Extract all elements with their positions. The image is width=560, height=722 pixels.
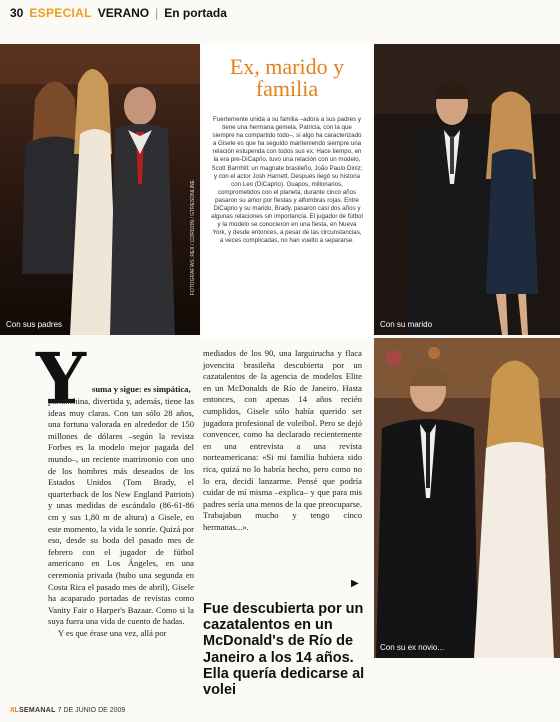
page-footer <box>10 707 125 714</box>
article-paragraph: Y es que érase una vez, allá por <box>58 627 167 638</box>
parents-caption: Con sus padres <box>6 320 63 329</box>
section-label: En portada <box>164 6 227 20</box>
lead-line <box>92 384 192 396</box>
article-column-2 <box>203 348 362 534</box>
husband-photo <box>374 44 560 335</box>
sidebar-text: Fuertemente unida a su familia –adora a sus padres y tiene una hermana gemela, Patricia, con la que siempre ha compartido todo–, si algo ha caracterizado a Gisele es que ha seguido manteniendo siempre una relación estupenda con todos sus ex. Hace tiempo, en la era pre-DiCaprio, tuvo una relación con un modelo, Scott Barnhill; un magnate brasileño, João Paulo Diniz; y con el actor Josh Harnett. Después llegó su historia con Leo (DiCaprio). Guapos, millonarios, comprometidos con el planeta, durante cinco años pasaron su amor por fiestas y alfombras rojas. Entre DiCaprio y su marido, Brady, pasaron casi dos años y algunas relaciones sin importancia. El jugador de fútbol y la modelo se conocieron en una fiesta, en Nueva York, y desde entonces, a pesar de las circunstancias, a veces complicadas, no han vuelto a separarse. <box>211 116 363 245</box>
footer-brand-xl: XL <box>10 707 19 714</box>
page-header <box>10 5 227 21</box>
photo-credit: FOTOGRAFÍAS: REX / CORDON / GTRESONLINE <box>190 179 196 295</box>
article-column-1 <box>48 396 194 639</box>
ex-photo <box>374 338 560 658</box>
season-label: VERANO <box>97 6 150 20</box>
header-separator: | <box>155 6 159 20</box>
sidebar-title: Ex, marido y familia <box>229 54 345 101</box>
parents-photo <box>0 44 200 335</box>
footer-brand-name: SEMANAL <box>18 707 56 714</box>
continue-arrow-icon: ▶ <box>351 578 359 589</box>
article-paragraph: parlanchina, divertida y, además, tiene las ideas muy claras. Con tan sólo 28 años, una fortuna valorada en alrededor de 150 millones de dólares –según la revista Forbes es la modelo mejor pagada del mundo–, un reciente matrimonio con uno de los hombres más deseados de los Estados Unidos (Tom Brady, el quarterback de los New England Patriots) y unas medidas de escándalo (86-61-86 cm y sus 1,80 m de altura) a Gisele, en este momento, la vida le sonríe. Quizá por eso, desde su boda del pasado mes de febrero con el jugador de fútbol americano en Los Ángeles, en una ceremonia privada (hubo una segunda en Costa Rica el pasado mes de abril), Gisele ha acaparado portadas de revistas como Vanity Fair o Harper's Bazaar. Como si la suya fuera una vida de cuento de hadas. <box>48 396 194 627</box>
article-paragraph: mediados de los 90, una larguirucha y flaca jovencita brasileña descubierta por un cazatalentos de la agencia de modelos Elite en un McDonalds de Río de Janeiro. Hasta entonces, con apenas 14 años recién cumplidos, Gisele sólo había querido ser jugadora profesional de voleibol. Pero se dejó convencer, como ha declarado recientemente en una entrevista a una revista norteamericana: «Si mi familia hubiera sido rica, quizá no lo habría hecho, pero como no lo era, decidí lanzarme. Pensé que podría cuidar de mí misma –explica– y que para mis padres sería una menos de la que preocuparse. Trabajaban mucho y tengo cinco hermanas...». <box>203 348 362 532</box>
drop-cap: Y <box>36 337 86 420</box>
lead-bold: suma y sigue: es simpática, <box>92 384 191 394</box>
ex-caption: Con su ex novio... <box>380 643 445 652</box>
footer-date: 7 DE JUNIO DE 2009 <box>57 707 126 714</box>
sidebar-box <box>202 44 372 339</box>
special-label: ESPECIAL <box>29 6 92 20</box>
page-number: 30 <box>10 6 24 20</box>
husband-caption: Con su marido <box>380 320 433 329</box>
pull-quote: Fue descubierta por un cazatalentos en un McDonald's de Río de Janeiro a los 14 años. Ella quería dedicarse al volei <box>203 601 365 699</box>
